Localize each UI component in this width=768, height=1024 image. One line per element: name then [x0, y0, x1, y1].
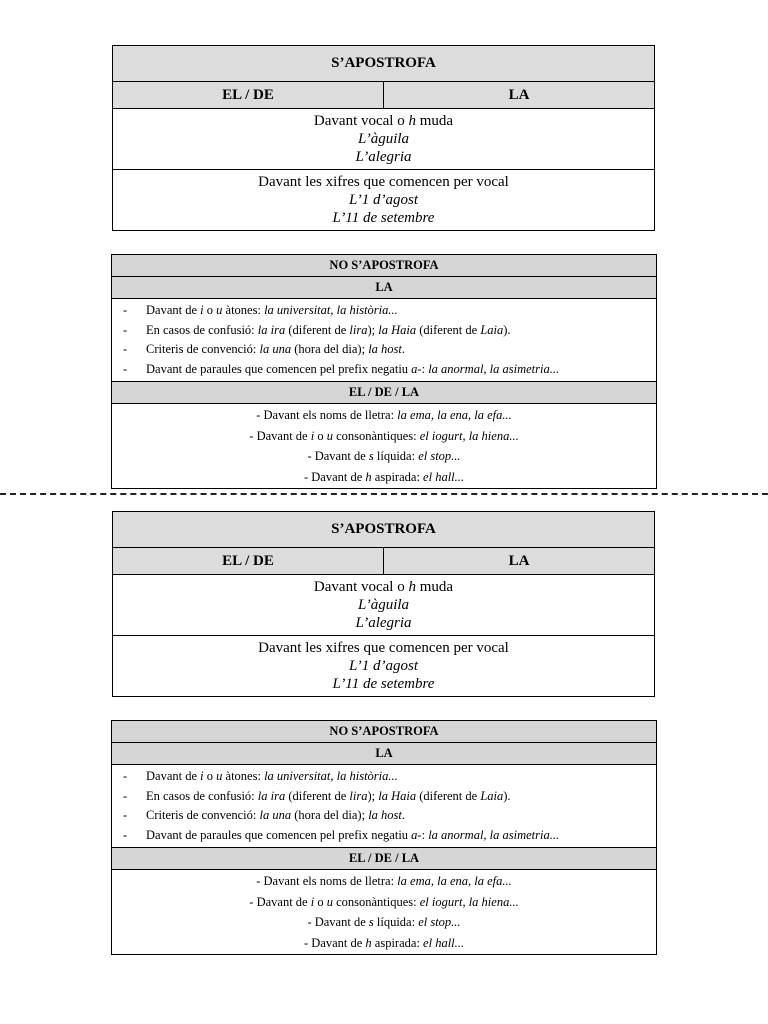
la-rules-list	[112, 767, 656, 845]
list-item: - Davant de i o u consonàntiques: el iogurt, la hiena...	[249, 428, 519, 443]
la-rules-list	[112, 301, 656, 379]
list-item: - En casos de confusió: la ira (diferent de lira); la Haia (diferent de Laia).	[123, 788, 511, 803]
no-apostrofa-title: NO S’APOSTROFA	[112, 721, 657, 743]
no-apostrofa-title: NO S’APOSTROFA	[112, 255, 657, 277]
column-header-la: LA	[384, 548, 655, 575]
example-11-setembre: L’11 de setembre	[332, 676, 435, 692]
column-header-el-de: EL / DE	[113, 82, 384, 109]
example-1-agost: L’1 d’agost	[348, 192, 419, 208]
la-rules-cell	[112, 765, 657, 848]
la-rules-cell	[112, 299, 657, 382]
example-aguila: L’àguila	[357, 131, 410, 147]
apostrofa-table	[112, 45, 655, 231]
section-header-la: LA	[112, 277, 657, 299]
apostrofa-title: S’APOSTROFA	[113, 512, 655, 548]
column-header-el-de: EL / DE	[113, 548, 384, 575]
rule-vowel-text: Davant vocal o h muda	[313, 113, 454, 129]
rule-vowel-text: Davant vocal o h muda	[313, 579, 454, 595]
no-apostrofa-table	[111, 254, 657, 489]
rule-numbers-cell	[113, 170, 655, 231]
example-alegria: L’alegria	[355, 149, 412, 165]
list-item: - Davant de paraules que comencen pel prefix negatiu a-: la anormal, la asimetria...	[123, 827, 560, 842]
rule-vowel-cell	[113, 575, 655, 636]
apostrofa-table	[112, 511, 655, 697]
list-item: - Davant de i o u àtones: la universitat, la història...	[123, 303, 398, 317]
rule-vowel-cell	[113, 109, 655, 170]
el-de-la-rules-cell	[112, 870, 657, 955]
section-header-el-de-la: EL / DE / LA	[112, 848, 657, 870]
section-header-el-de-la: EL / DE / LA	[112, 382, 657, 404]
rule-numbers-text: Davant les xifres que comencen per vocal	[258, 174, 509, 190]
list-item: - Davant de h aspirada: el hall...	[303, 935, 465, 950]
list-item: - Davant els noms de lletra: la ema, la ena, la efa...	[256, 874, 512, 888]
rule-numbers-cell	[113, 636, 655, 697]
list-item: - Davant de s líquida: el stop...	[307, 449, 461, 463]
no-apostrofa-table	[111, 720, 657, 955]
example-aguila: L’àguila	[357, 597, 410, 613]
list-item: - Criteris de convenció: la una (hora del dia); la host.	[123, 808, 405, 822]
worksheet-copy-top	[0, 0, 768, 484]
rule-numbers-text: Davant les xifres que comencen per vocal	[258, 640, 509, 656]
section-header-la: LA	[112, 743, 657, 765]
list-item: - Criteris de convenció: la una (hora del dia); la host.	[123, 342, 405, 356]
list-item: - Davant de h aspirada: el hall...	[303, 469, 465, 484]
worksheet-copy-bottom	[0, 466, 768, 950]
example-11-setembre: L’11 de setembre	[332, 210, 435, 226]
list-item: - Davant els noms de lletra: la ema, la ena, la efa...	[256, 408, 512, 422]
list-item: - Davant de i o u àtones: la universitat, la història...	[123, 769, 398, 783]
example-1-agost: L’1 d’agost	[348, 658, 419, 674]
list-item: - En casos de confusió: la ira (diferent de lira); la Haia (diferent de Laia).	[123, 322, 511, 337]
list-item: - Davant de i o u consonàntiques: el iogurt, la hiena...	[249, 894, 519, 909]
example-alegria: L’alegria	[355, 615, 412, 631]
apostrofa-title: S’APOSTROFA	[113, 46, 655, 82]
column-header-la: LA	[384, 82, 655, 109]
list-item: - Davant de paraules que comencen pel prefix negatiu a-: la anormal, la asimetria...	[123, 361, 560, 376]
list-item: - Davant de s líquida: el stop...	[307, 915, 461, 929]
